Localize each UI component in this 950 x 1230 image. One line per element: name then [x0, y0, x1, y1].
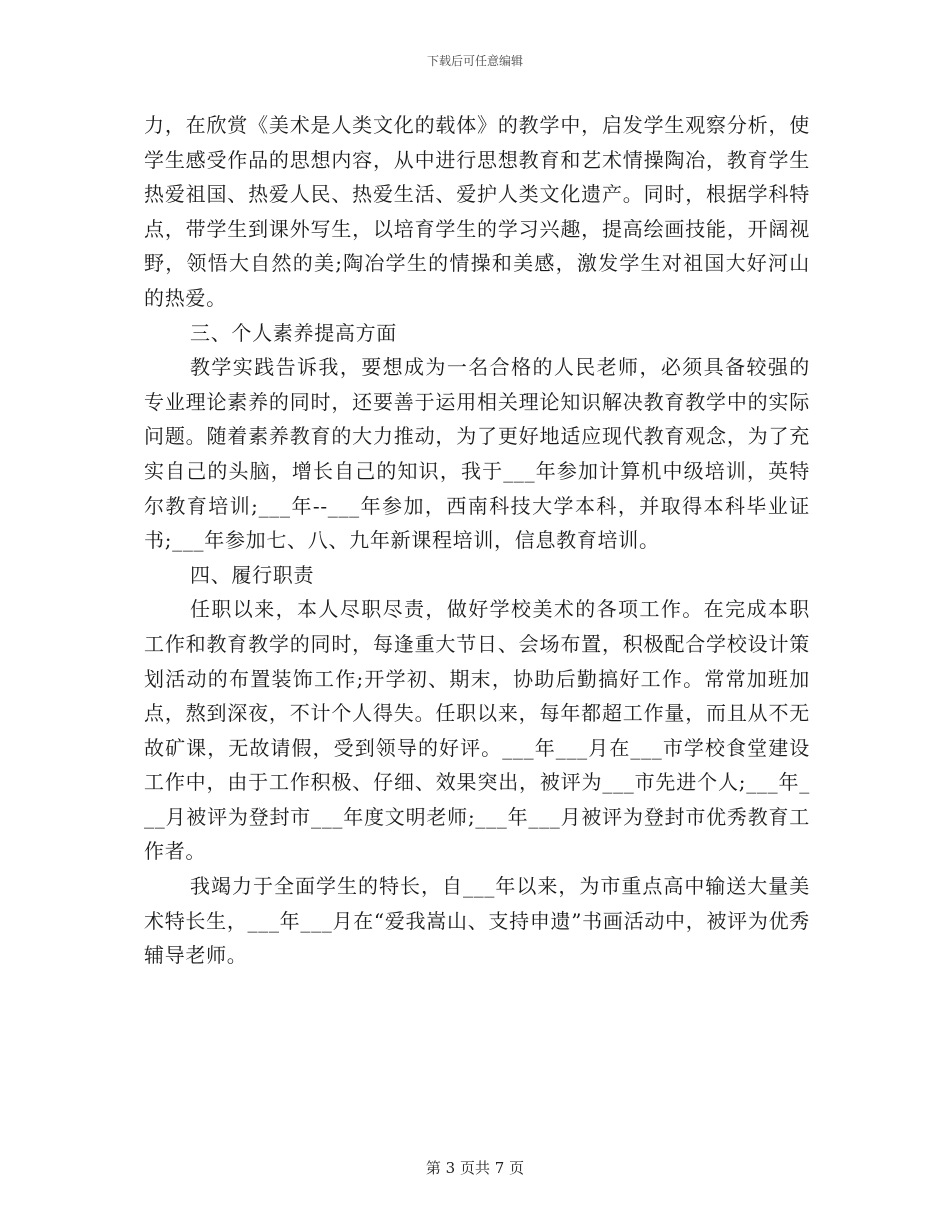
paragraph-duties: 任职以来，本人尽职尽责，做好学校美术的各项工作。在完成本职工作和教育教学的同时，每逢重大节日、会场布置，积极配合学校设计策划活动的布置装饰工作;开学初、期末，协助后勤搞好工作。常常加班加点，熬到深夜，不计个人得失。任职以来，每年都超工作量，而且从不无故矿课，无故请假，受到领导的好评。___年___月在___市学校食堂建设工作中，由于工作积极、仔细、效果突出，被评为___市先进个人;___年___月被评为登封市___年度文明老师;___年___月被评为登封市优秀教育工作者。	[144, 597, 810, 864]
paragraph-student-specialty: 我竭力于全面学生的特长，自___年以来，为市重点高中输送大量美术特长生，___年___月在“爱我嵩山、支持申遗”书画活动中，被评为优秀辅导老师。	[144, 874, 810, 968]
page-header: 下载后可任意编辑	[426, 54, 523, 68]
document-body	[144, 108, 810, 973]
page-footer: 第 3 页共 7 页	[425, 1159, 525, 1177]
paragraph-personal-quality: 教学实践告诉我，要想成为一名合格的人民老师，必须具备较强的专业理论素养的同时，还要善于运用相关理论知识解决教育教学中的实际问题。随着素养教育的大力推动，为了更好地适应现代教育观念，为了充实自己的头脑，增长自己的知识，我于___年参加计算机中级培训，英特尔教育培训;___年--___年参加，西南科技大学本科，并取得本科毕业证书;___年参加七、八、九年新课程培训，信息教育培训。	[144, 355, 810, 553]
section-heading-duties: 四、履行职责	[190, 562, 315, 587]
paragraph-teaching-content: 力，在欣赏《美术是人类文化的载体》的教学中，启发学生观察分析，使学生感受作品的思想内容，从中进行思想教育和艺术情操陶冶，教育学生热爱祖国、热爱人民、热爱生活、爱护人类文化遗产。同时，根据学科特点，带学生到课外写生，以培育学生的学习兴趣，提高绘画技能，开阔视野，领悟大自然的美;陶冶学生的情操和美感，激发学生对祖国大好河山的热爱。	[144, 113, 810, 310]
section-heading-personal-quality: 三、个人素养提高方面	[190, 320, 397, 345]
